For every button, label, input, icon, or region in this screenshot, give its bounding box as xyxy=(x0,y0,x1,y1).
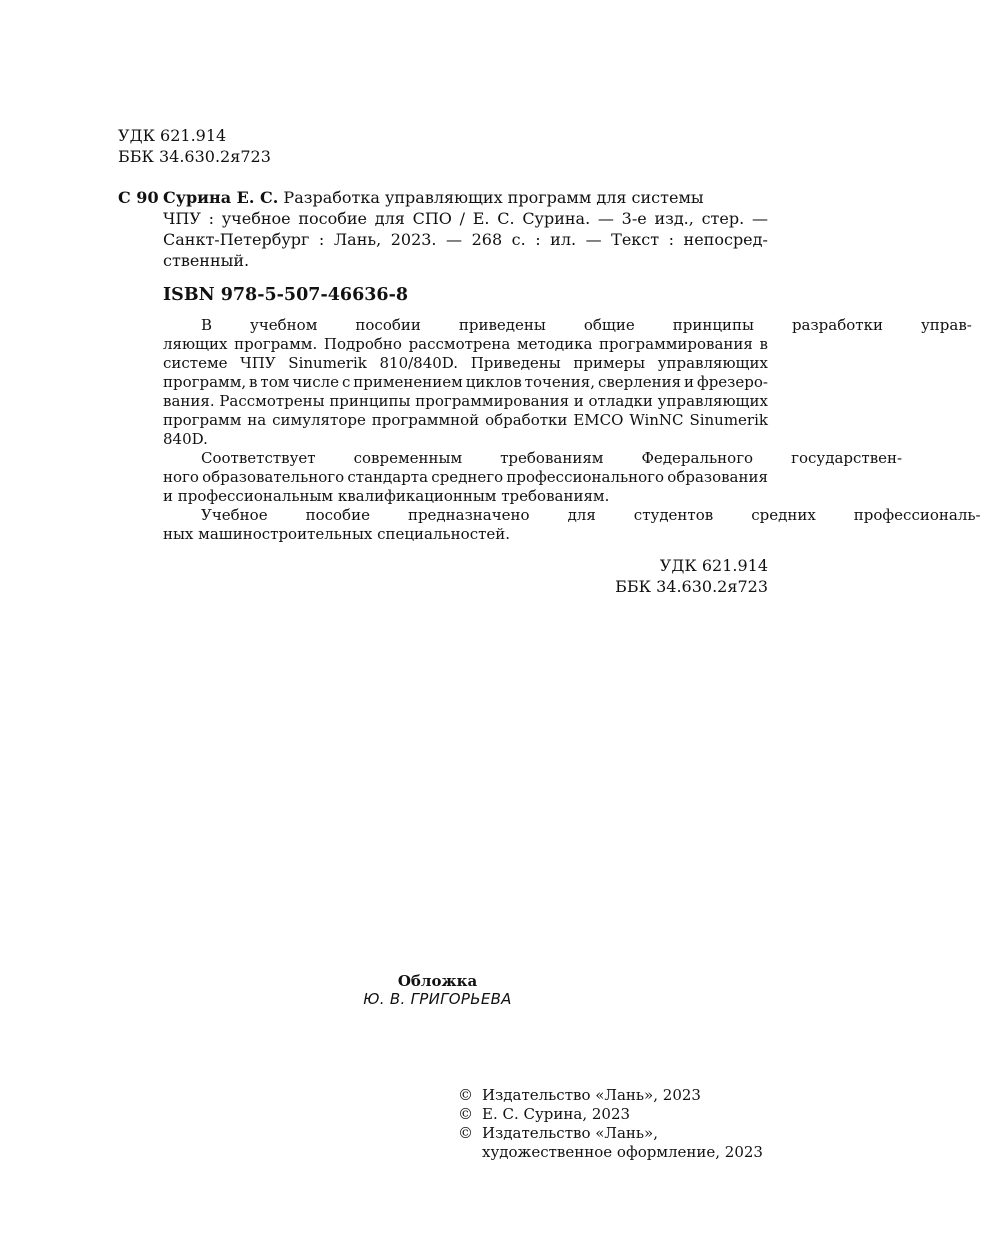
bbk-code: ББК 34.630.2я723 xyxy=(615,577,768,596)
abstract-paragraph-2 xyxy=(163,449,903,506)
abstract-line: и профессиональным квалификационным требованиям. xyxy=(163,487,610,505)
udk-code: УДК 621.914 xyxy=(659,556,768,575)
abstract-line: ляющих программ. Подробно рассмотрена методика программирования в xyxy=(163,335,768,353)
copyright-row xyxy=(458,1086,763,1105)
copyright-text: Е. С. Сурина, 2023 xyxy=(482,1105,631,1123)
bibliographic-line-3: Санкт-Петербург : Лань, 2023. — 268 с. : ил. — Текст : непосред- xyxy=(163,230,768,249)
abstract xyxy=(163,316,981,544)
udk-code: УДК 621.914 xyxy=(118,126,227,145)
copyright-icon: © xyxy=(458,1124,473,1142)
title-start: Разработка управляющих программ для системы xyxy=(283,188,704,207)
classification-bottom xyxy=(560,555,768,597)
abstract-line: программ на симуляторе программной обработки EMCO WinNC Sinumerik xyxy=(163,411,768,429)
copyright-icon: © xyxy=(458,1086,473,1104)
classification-top xyxy=(118,125,271,167)
cover-credit xyxy=(0,972,875,1008)
abstract-line: Учебное пособие предназначено для студентов средних профессиональ- xyxy=(201,506,981,524)
abstract-line: системе ЧПУ Sinumerik 810/840D. Приведены примеры управляющих xyxy=(163,354,768,372)
abstract-line: В учебном пособии приведены общие принципы разработки управ- xyxy=(201,316,972,334)
abstract-line: вания. Рассмотрены принципы программирования и отладки управляющих xyxy=(163,392,768,410)
copyright-text: Издательство «Лань», 2023 xyxy=(482,1086,701,1104)
copyright-row xyxy=(458,1124,763,1143)
cover-designer: Ю. В. ГРИГОРЬЕВА xyxy=(363,990,512,1008)
bibliographic-line-2: ЧПУ : учебное пособие для СПО / Е. С. Сурина. — 3-е изд., стер. — xyxy=(163,209,768,228)
author-mark: С 90 xyxy=(118,188,159,207)
abstract-paragraph-3 xyxy=(163,506,981,544)
copyright-text: Издательство «Лань», xyxy=(482,1124,659,1142)
cover-label: Обложка xyxy=(397,972,478,990)
abstract-line: программ, в том числе с применением циклов точения, сверления и фрезеро- xyxy=(163,373,768,391)
copyright-row xyxy=(458,1105,763,1124)
author-name: Сурина Е. С. xyxy=(163,188,279,207)
bibliographic-description xyxy=(163,187,768,271)
copyright-text: художественное оформление, 2023 xyxy=(482,1143,763,1161)
bibliographic-line-1 xyxy=(163,187,768,208)
isbn: ISBN 978-5-507-46636-8 xyxy=(163,285,409,305)
abstract-line: Соответствует современным требованиям Федерального государствен- xyxy=(201,449,903,467)
copyright-block xyxy=(458,1086,763,1162)
abstract-paragraph-1 xyxy=(163,316,972,449)
copyright-icon: © xyxy=(458,1105,473,1123)
abstract-line: 840D. xyxy=(163,430,208,448)
copyright-row xyxy=(458,1143,763,1162)
abstract-line: ных машиностроительных специальностей. xyxy=(163,525,511,543)
bbk-code: ББК 34.630.2я723 xyxy=(118,147,271,166)
bibliographic-line-4: ственный. xyxy=(163,251,250,270)
abstract-line: ного образовательного стандарта среднего профессионального образования xyxy=(163,468,768,486)
